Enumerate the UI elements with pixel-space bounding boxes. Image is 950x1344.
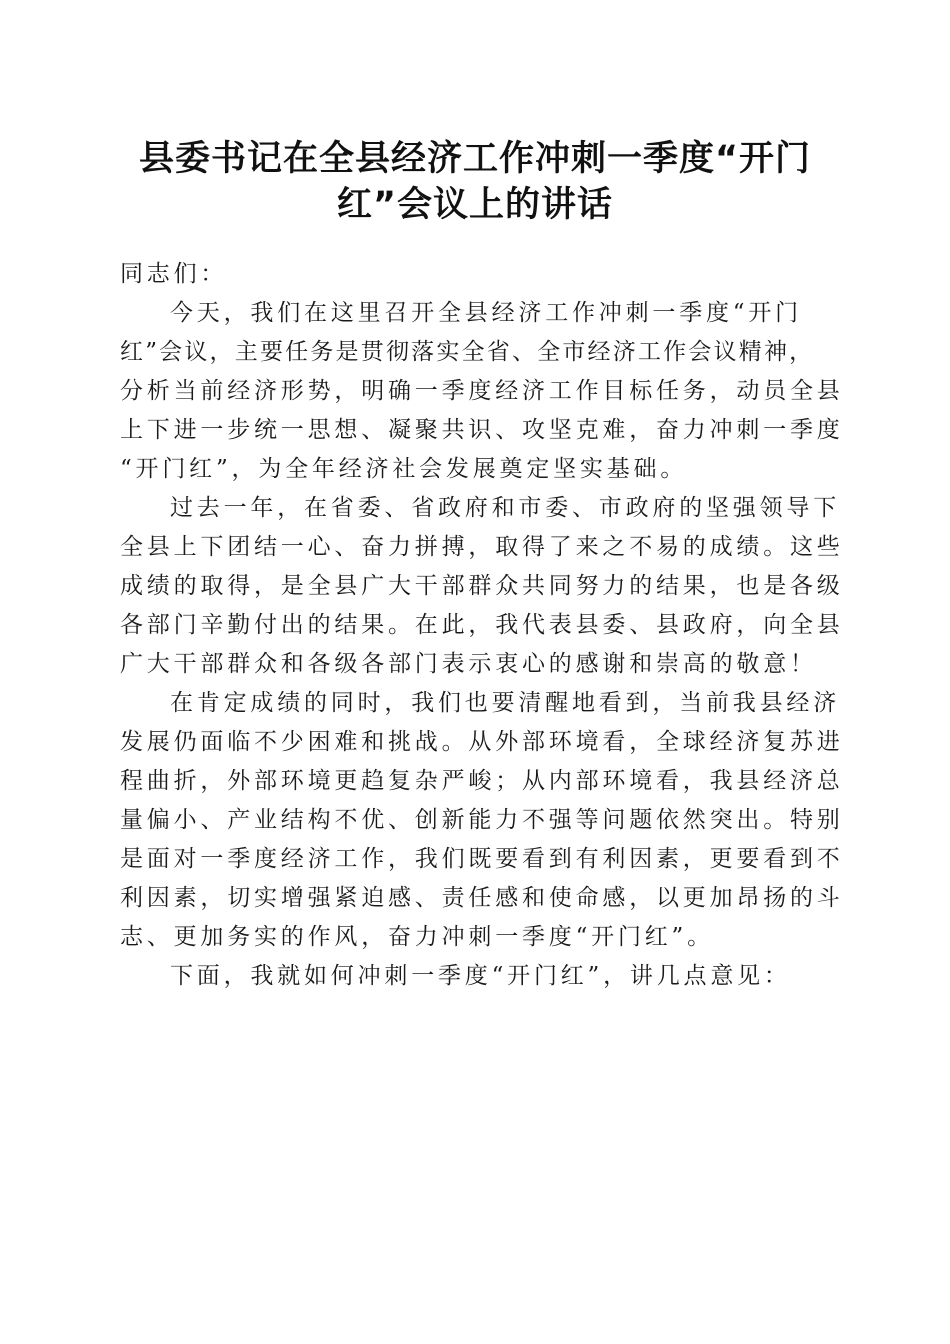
paragraph-line: 上下进一步统一思想、凝聚共识、攻坚克难，奋力冲刺一季度 <box>120 417 844 443</box>
paragraph-line: 各部门辛勤付出的结果。在此，我代表县委、县政府，向全县 <box>120 612 844 638</box>
paragraph-1 <box>120 294 860 489</box>
paragraph-line: 在肯定成绩的同时，我们也要清醒地看到，当前我县经济 <box>170 690 840 716</box>
salutation: 同志们： <box>120 261 228 287</box>
paragraph-line: 广大干部群众和各级各部门表示衷心的感谢和崇高的敬意！ <box>120 651 817 677</box>
paragraph-line: 成绩的取得，是全县广大干部群众共同努力的结果，也是各级 <box>120 573 844 599</box>
paragraph-line: 利因素，切实增强紧迫感、责任感和使命感，以更加昂扬的斗 <box>120 885 844 911</box>
document-title <box>100 136 850 228</box>
title-line-1: 县委书记在全县经济工作冲刺一季度“开门 <box>138 139 811 179</box>
paragraph-2 <box>120 489 860 684</box>
paragraph-line: 程曲折，外部环境更趋复杂严峻；从内部环境看，我县经济总 <box>120 768 844 794</box>
paragraph-line: 下面，我就如何冲刺一季度“开门红”，讲几点意见： <box>170 963 791 989</box>
paragraph-3 <box>120 684 860 957</box>
paragraph-line: 今天，我们在这里召开全县经济工作冲刺一季度“开门 <box>170 300 802 326</box>
paragraph-line: 红”会议，主要任务是贯彻落实全省、全市经济工作会议精神， <box>120 339 815 365</box>
paragraph-line: 发展仍面临不少困难和挑战。从外部环境看，全球经济复苏进 <box>120 729 844 755</box>
paragraph-line: 过去一年，在省委、省政府和市委、市政府的坚强领导下 <box>170 495 840 521</box>
paragraph-line: “开门红”，为全年经济社会发展奠定坚实基础。 <box>120 456 688 482</box>
paragraph-line: 是面对一季度经济工作，我们既要看到有利因素，更要看到不 <box>120 846 844 872</box>
paragraph-line: 量偏小、产业结构不优、创新能力不强等问题依然突出。特别 <box>120 807 844 833</box>
paragraph-line: 分析当前经济形势，明确一季度经济工作目标任务，动员全县 <box>120 378 844 404</box>
paragraph-line: 全县上下团结一心、奋力拼搏，取得了来之不易的成绩。这些 <box>120 534 844 560</box>
paragraph-4 <box>120 957 860 996</box>
document-body <box>120 255 860 996</box>
paragraph-line: 志、更加务实的作风，奋力冲刺一季度“开门红”。 <box>120 924 714 950</box>
title-line-2: 红”会议上的讲话 <box>336 185 613 225</box>
